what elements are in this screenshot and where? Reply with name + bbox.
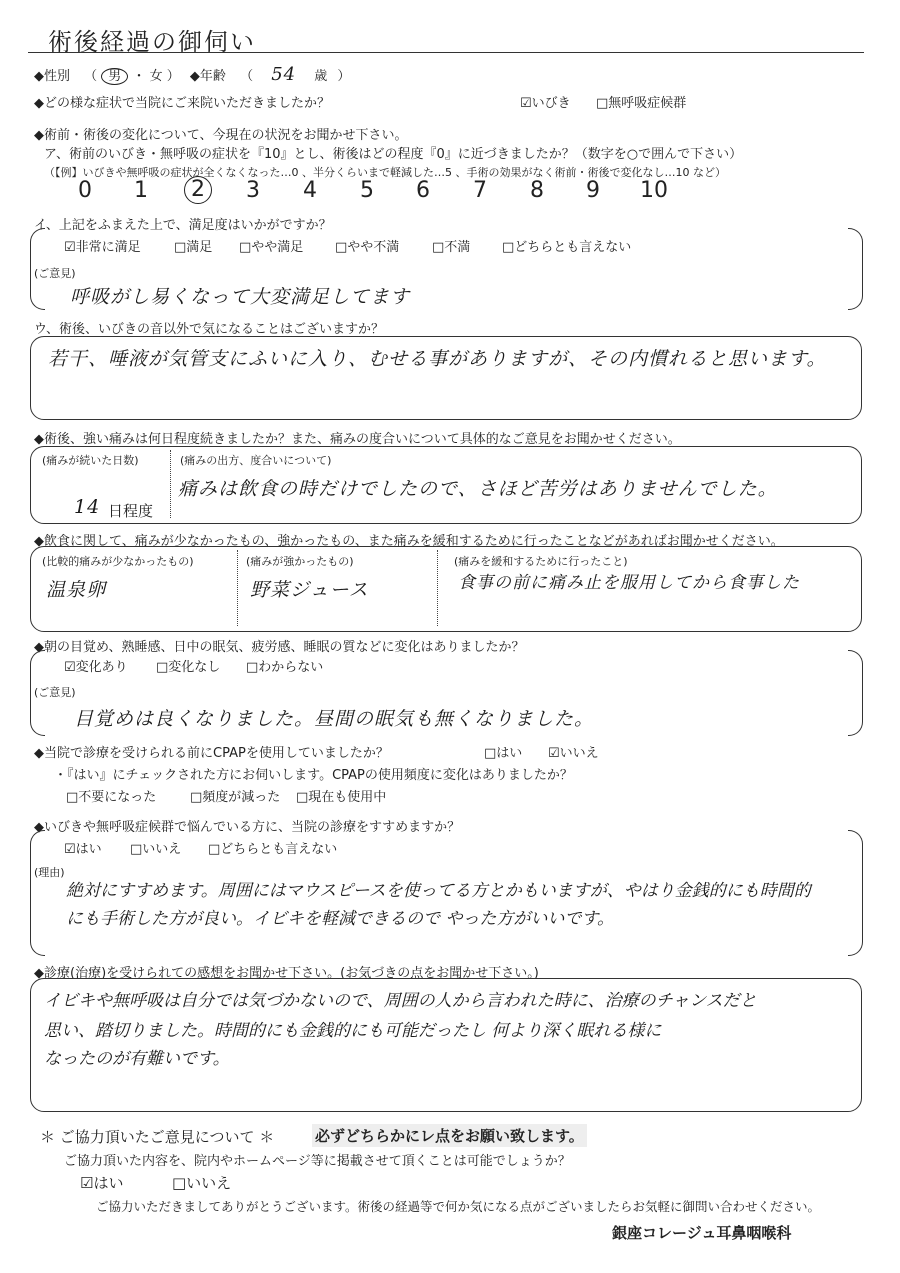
pain-days-unit: 日程度 bbox=[108, 502, 154, 520]
scale-3[interactable]: 3 bbox=[246, 178, 260, 203]
gender-female-option[interactable]: 女 bbox=[149, 69, 163, 84]
cpap-question: ◆当院で診療を受けられる前にCPAPを使用していましたか？ bbox=[34, 746, 389, 761]
food-relief-answer: 食事の前に痛み止を服用してから食事した bbox=[458, 573, 800, 593]
consent-option-no[interactable]: □いいえ bbox=[172, 1174, 232, 1192]
other-question: ウ、術後、いびきの音以外で気になることはございますか？ bbox=[34, 322, 384, 337]
morning-option-unchanged[interactable]: □変化なし bbox=[156, 660, 221, 675]
food-less-label: (比較的痛みが少なかったもの) bbox=[42, 555, 194, 568]
scale-0[interactable]: 0 bbox=[78, 178, 92, 203]
other-answer: 若干、唾液が気管支にふいに入り、むせる事がありますが、その内慣れると思います。 bbox=[48, 348, 827, 370]
change-sub-a: ア、術前のいびき・無呼吸の症状を『10』とし、術後はどの程度『0』に近づきましたか？（数字を○で囲んで下さい） bbox=[44, 147, 743, 162]
symptom-question: ◆どの様な症状で当院にご来院いただきましたか？ bbox=[34, 96, 330, 111]
scale-9[interactable]: 9 bbox=[586, 178, 600, 203]
gender-separator: ・ bbox=[132, 69, 146, 84]
satisfaction-option-satisfied[interactable]: □満足 bbox=[174, 240, 213, 255]
satisfaction-option-somewhat[interactable]: □やや満足 bbox=[239, 240, 304, 255]
gender-close: ） bbox=[166, 69, 180, 84]
morning-question: ◆朝の目覚め、熟睡感、日中の眠気、疲労感、睡眠の質などに変化はありましたか？ bbox=[34, 640, 525, 655]
gender-label: ◆性別 bbox=[34, 69, 70, 84]
footer-thanks: ご協力いただきましてありがとうございます。術後の経過等で何か気になる点がございましたらお気軽に御問い合わせください。 bbox=[96, 1199, 821, 1214]
recommend-option-neutral[interactable]: □どちらとも言えない bbox=[208, 842, 338, 857]
cpap-option-no[interactable]: ☑いいえ bbox=[548, 746, 599, 761]
page-title: 術後経過の御伺い bbox=[48, 28, 256, 56]
title-underline bbox=[28, 52, 864, 53]
impression-question: ◆診療(治療)を受けられての感想をお聞かせ下さい。(お気づきの点をお聞かせ下さい。) bbox=[34, 966, 539, 981]
consent-option-yes[interactable]: ☑はい bbox=[80, 1174, 124, 1192]
recommend-option-no[interactable]: □いいえ bbox=[130, 842, 182, 857]
cpap-option-current[interactable]: □現在も使用中 bbox=[296, 790, 387, 805]
pain-question: ◆術後、強い痛みは何日程度続きましたか？また、痛みの度合いについて具体的なご意見をお聞かせください。 bbox=[34, 432, 681, 447]
scale-7[interactable]: 7 bbox=[473, 178, 487, 203]
age-value[interactable]: 54 bbox=[271, 64, 297, 85]
age-label: ◆年齢 bbox=[189, 69, 226, 84]
food-less-answer: 温泉卵 bbox=[46, 579, 107, 601]
change-example: （【例】いびきや無呼吸の症状が全くなくなった…0 、半分くらいまで軽減した…5 、手術の効果がなく術前・術後で変化なし…10 など） bbox=[44, 166, 726, 179]
cpap-option-yes[interactable]: □はい bbox=[484, 746, 523, 761]
food-strong-label: (痛みが強かったもの) bbox=[246, 555, 354, 568]
cpap-option-reduced[interactable]: □頻度が減った bbox=[190, 790, 281, 805]
satisfaction-bracket-right bbox=[848, 228, 863, 310]
morning-opinion-label: (ご意見) bbox=[34, 686, 76, 699]
satisfaction-option-dis[interactable]: □不満 bbox=[432, 240, 471, 255]
cpap-followup: ・『はい』にチェックされた方にお伺いします。CPAPの使用頻度に変化はありましたか？ bbox=[54, 768, 573, 783]
impression-line3: なったのが有難いです。 bbox=[44, 1049, 230, 1069]
morning-bracket-right bbox=[848, 650, 863, 736]
gender-open: （ bbox=[84, 69, 98, 84]
age-unit: 歳 bbox=[314, 69, 328, 84]
recommend-bracket-right bbox=[848, 830, 863, 956]
recommend-reason-line2: にも手術した方が良い。イビキを軽減できるので やった方がいいです。 bbox=[66, 909, 615, 929]
pain-degree-answer: 痛みは飲食の時だけでしたので、さほど苦労はありませんでした。 bbox=[178, 478, 778, 500]
scale-5[interactable]: 5 bbox=[360, 178, 374, 203]
pain-days-label: (痛みが続いた日数) bbox=[42, 454, 139, 467]
consent-emphasis: 必ずどちらかにレ点をお願い致します。 bbox=[312, 1124, 587, 1147]
symptom-option-snoring[interactable]: ☑いびき bbox=[520, 96, 571, 111]
gender-male-option[interactable]: 男 bbox=[101, 68, 128, 85]
scale-1[interactable]: 1 bbox=[134, 178, 148, 203]
impression-line2: 思い、踏切りました。時間的にも金銭的にも可能だったし 何より深く眠れる様に bbox=[44, 1021, 662, 1041]
food-relief-label: (痛みを緩和するために行ったこと) bbox=[454, 555, 628, 568]
impression-line1: イビキや無呼吸は自分では気づかないので、周囲の人から言われた時に、治療のチャンスだと bbox=[44, 991, 757, 1011]
pain-days-value: 14 bbox=[74, 496, 101, 518]
scale-10[interactable]: 10 bbox=[640, 178, 668, 203]
scale-8[interactable]: 8 bbox=[530, 178, 544, 203]
satisfaction-option-neutral[interactable]: □どちらとも言えない bbox=[502, 240, 632, 255]
satisfaction-option-somewhat-dis[interactable]: □やや不満 bbox=[335, 240, 400, 255]
satisfaction-question: イ、上記をふまえた上で、満足度はいかがですか？ bbox=[34, 218, 332, 233]
morning-option-unknown[interactable]: □わからない bbox=[246, 660, 324, 675]
consent-question: ご協力頂いた内容を、院内やホームページ等に掲載させて頂くことは可能でしょうか？ bbox=[64, 1154, 571, 1169]
recommend-option-yes[interactable]: ☑はい bbox=[64, 842, 102, 857]
satisfaction-option-very[interactable]: ☑非常に満足 bbox=[64, 240, 141, 255]
consent-heading: ＊ ご協力頂いたご意見について ＊ bbox=[40, 1128, 275, 1146]
scale-6[interactable]: 6 bbox=[416, 178, 430, 203]
recommend-question: ◆いびきや無呼吸症候群で悩んでいる方に、当院の診療をすすめますか？ bbox=[34, 820, 461, 835]
cpap-option-unneeded[interactable]: □不要になった bbox=[66, 790, 157, 805]
recommend-bracket-left bbox=[30, 830, 45, 956]
age-close: ） bbox=[337, 69, 351, 84]
recommend-reason-line1: 絶対にすすめます。周囲にはマウスピースを使ってる方とかもいますが、やはり金銭的にも時間的 bbox=[66, 881, 811, 901]
food-question: ◆飲食に関して、痛みが少なかったもの、強かったもの、また痛みを緩和するために行ったことなどがあればお聞かせください。 bbox=[34, 534, 784, 549]
pain-divider bbox=[170, 450, 171, 518]
food-divider-2 bbox=[437, 550, 438, 626]
age-open: （ bbox=[240, 69, 254, 84]
pain-degree-label: (痛みの出方、度合いについて) bbox=[180, 454, 332, 467]
change-heading: ◆術前・術後の変化について、今現在の状況をお聞かせ下さい。 bbox=[34, 128, 408, 143]
satisfaction-opinion: 呼吸がし易くなって大変満足してます bbox=[70, 286, 411, 308]
morning-option-changed[interactable]: ☑変化あり bbox=[64, 660, 128, 675]
symptom-option-apnea[interactable]: □無呼吸症候群 bbox=[596, 96, 687, 111]
gender-row bbox=[34, 64, 350, 85]
clinic-name: 銀座コレージュ耳鼻咽喉科 bbox=[612, 1224, 792, 1242]
scale-4[interactable]: 4 bbox=[303, 178, 317, 203]
food-strong-answer: 野菜ジュース bbox=[250, 579, 369, 601]
satisfaction-opinion-label: (ご意見) bbox=[34, 267, 76, 280]
recommend-reason-label: (理由) bbox=[34, 866, 65, 879]
scale-2-selected[interactable]: 2 bbox=[184, 176, 212, 204]
food-divider-1 bbox=[237, 550, 238, 626]
morning-opinion: 目覚めは良くなりました。昼間の眠気も無くなりました。 bbox=[74, 708, 595, 730]
